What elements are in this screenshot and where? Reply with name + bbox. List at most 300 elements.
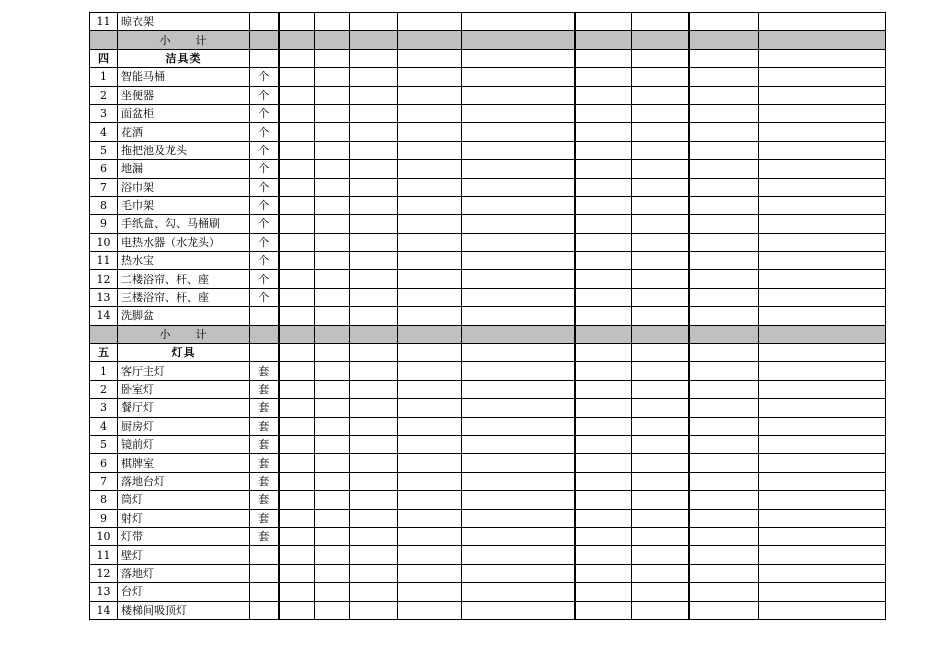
value-cell	[350, 417, 398, 435]
table-row	[90, 215, 886, 233]
value-cell	[759, 49, 886, 67]
value-cell	[398, 509, 462, 527]
value-cell	[350, 344, 398, 362]
value-cell	[575, 31, 632, 49]
value-cell	[462, 31, 575, 49]
value-cell	[398, 399, 462, 417]
value-cell	[689, 288, 759, 306]
item-number: 5	[90, 141, 118, 159]
value-cell	[575, 196, 632, 214]
table-row	[90, 178, 886, 196]
value-cell	[462, 270, 575, 288]
value-cell	[689, 233, 759, 251]
item-name: 壁灯	[118, 546, 250, 564]
item-unit: 个	[250, 252, 279, 270]
value-cell	[350, 86, 398, 104]
item-number: 13	[90, 583, 118, 601]
value-cell	[632, 123, 689, 141]
item-unit: 个	[250, 270, 279, 288]
value-cell	[315, 435, 350, 453]
value-cell	[398, 160, 462, 178]
value-cell	[398, 141, 462, 159]
table-row	[90, 288, 886, 306]
value-cell	[350, 233, 398, 251]
value-cell	[462, 564, 575, 582]
item-unit: 个	[250, 196, 279, 214]
value-cell	[350, 564, 398, 582]
value-cell	[632, 344, 689, 362]
table-row	[90, 307, 886, 325]
value-cell	[689, 583, 759, 601]
value-cell	[759, 307, 886, 325]
value-cell	[315, 270, 350, 288]
value-cell	[279, 454, 315, 472]
value-cell	[279, 49, 315, 67]
value-cell	[575, 123, 632, 141]
value-cell	[279, 178, 315, 196]
value-cell	[350, 491, 398, 509]
value-cell	[632, 399, 689, 417]
value-cell	[398, 601, 462, 619]
value-cell	[575, 362, 632, 380]
table-row	[90, 13, 886, 31]
value-cell	[462, 472, 575, 490]
value-cell	[350, 325, 398, 343]
value-cell	[632, 417, 689, 435]
value-cell	[575, 233, 632, 251]
value-cell	[575, 104, 632, 122]
value-cell	[398, 123, 462, 141]
value-cell	[632, 546, 689, 564]
value-cell	[462, 49, 575, 67]
value-cell	[350, 288, 398, 306]
value-cell	[689, 564, 759, 582]
item-number: 9	[90, 215, 118, 233]
table-row	[90, 380, 886, 398]
value-cell	[462, 583, 575, 601]
value-cell	[689, 68, 759, 86]
value-cell	[279, 196, 315, 214]
item-unit: 个	[250, 86, 279, 104]
value-cell	[759, 380, 886, 398]
value-cell	[398, 252, 462, 270]
item-number: 7	[90, 472, 118, 490]
value-cell	[632, 288, 689, 306]
value-cell	[398, 417, 462, 435]
value-cell	[759, 123, 886, 141]
value-cell	[315, 454, 350, 472]
value-cell	[315, 160, 350, 178]
value-cell	[575, 491, 632, 509]
value-cell	[279, 399, 315, 417]
item-unit: 个	[250, 104, 279, 122]
item-unit: 个	[250, 288, 279, 306]
item-name: 地漏	[118, 160, 250, 178]
value-cell	[315, 288, 350, 306]
value-cell	[689, 86, 759, 104]
value-cell	[759, 564, 886, 582]
item-unit: 套	[250, 380, 279, 398]
value-cell	[759, 215, 886, 233]
value-cell	[759, 141, 886, 159]
value-cell	[398, 49, 462, 67]
value-cell	[350, 307, 398, 325]
value-cell	[315, 196, 350, 214]
table-row	[90, 141, 886, 159]
value-cell	[462, 215, 575, 233]
value-cell	[315, 252, 350, 270]
table-row	[90, 196, 886, 214]
value-cell	[759, 472, 886, 490]
value-cell	[279, 472, 315, 490]
item-number: 14	[90, 601, 118, 619]
value-cell	[279, 583, 315, 601]
value-cell	[632, 31, 689, 49]
value-cell	[462, 362, 575, 380]
value-cell	[315, 380, 350, 398]
value-cell	[575, 564, 632, 582]
value-cell	[689, 435, 759, 453]
value-cell	[279, 362, 315, 380]
value-cell	[759, 509, 886, 527]
value-cell	[575, 49, 632, 67]
item-number: 11	[90, 13, 118, 31]
value-cell	[462, 435, 575, 453]
value-cell	[398, 288, 462, 306]
value-cell	[632, 491, 689, 509]
item-name: 楼梯间吸顶灯	[118, 601, 250, 619]
value-cell	[689, 399, 759, 417]
value-cell	[462, 325, 575, 343]
value-cell	[759, 160, 886, 178]
table-row	[90, 583, 886, 601]
value-cell	[279, 344, 315, 362]
value-cell	[462, 288, 575, 306]
value-cell	[575, 527, 632, 545]
table-row	[90, 509, 886, 527]
value-cell	[279, 307, 315, 325]
item-unit	[250, 601, 279, 619]
value-cell	[398, 215, 462, 233]
item-number: 11	[90, 252, 118, 270]
value-cell	[350, 454, 398, 472]
item-unit: 套	[250, 527, 279, 545]
value-cell	[575, 344, 632, 362]
item-unit: 个	[250, 141, 279, 159]
value-cell	[462, 13, 575, 31]
value-cell	[398, 546, 462, 564]
value-cell	[279, 288, 315, 306]
value-cell	[689, 344, 759, 362]
value-cell	[632, 307, 689, 325]
value-cell	[350, 270, 398, 288]
item-unit	[250, 13, 279, 31]
value-cell	[632, 472, 689, 490]
item-unit: 套	[250, 454, 279, 472]
value-cell	[398, 527, 462, 545]
item-unit: 个	[250, 123, 279, 141]
value-cell	[350, 68, 398, 86]
table-row	[90, 601, 886, 619]
value-cell	[575, 270, 632, 288]
value-cell	[689, 325, 759, 343]
item-number: 14	[90, 307, 118, 325]
item-number: 8	[90, 196, 118, 214]
value-cell	[350, 527, 398, 545]
value-cell	[689, 196, 759, 214]
value-cell	[575, 417, 632, 435]
value-cell	[350, 13, 398, 31]
value-cell	[689, 472, 759, 490]
value-cell	[575, 160, 632, 178]
value-cell	[350, 49, 398, 67]
item-name: 浴巾架	[118, 178, 250, 196]
value-cell	[350, 399, 398, 417]
value-cell	[462, 160, 575, 178]
value-cell	[689, 417, 759, 435]
value-cell	[575, 307, 632, 325]
value-cell	[632, 270, 689, 288]
table-row	[90, 454, 886, 472]
value-cell	[398, 307, 462, 325]
value-cell	[279, 123, 315, 141]
value-cell	[315, 344, 350, 362]
value-cell	[315, 509, 350, 527]
value-cell	[279, 13, 315, 31]
value-cell	[315, 104, 350, 122]
item-name: 晾衣架	[118, 13, 250, 31]
value-cell	[398, 325, 462, 343]
value-cell	[759, 527, 886, 545]
item-name: 镜前灯	[118, 435, 250, 453]
value-cell	[575, 546, 632, 564]
value-cell	[575, 288, 632, 306]
table-row	[90, 68, 886, 86]
item-unit: 套	[250, 435, 279, 453]
value-cell	[350, 141, 398, 159]
value-cell	[575, 454, 632, 472]
value-cell	[632, 564, 689, 582]
value-cell	[315, 178, 350, 196]
value-cell	[575, 252, 632, 270]
value-cell	[350, 123, 398, 141]
table-row	[90, 435, 886, 453]
table-row	[90, 270, 886, 288]
value-cell	[315, 362, 350, 380]
subtotal-unit-cell	[250, 325, 279, 343]
item-number: 12	[90, 270, 118, 288]
value-cell	[689, 509, 759, 527]
value-cell	[279, 601, 315, 619]
value-cell	[462, 527, 575, 545]
value-cell	[350, 509, 398, 527]
value-cell	[575, 472, 632, 490]
value-cell	[632, 252, 689, 270]
value-cell	[315, 583, 350, 601]
value-cell	[315, 601, 350, 619]
category-number: 五	[90, 344, 118, 362]
value-cell	[632, 527, 689, 545]
table-row	[90, 399, 886, 417]
value-cell	[689, 49, 759, 67]
value-cell	[632, 196, 689, 214]
value-cell	[398, 233, 462, 251]
value-cell	[279, 68, 315, 86]
subtotal-label: 小 计	[118, 325, 250, 343]
item-unit: 套	[250, 417, 279, 435]
value-cell	[759, 288, 886, 306]
item-name: 棋牌室	[118, 454, 250, 472]
value-cell	[350, 601, 398, 619]
value-cell	[315, 68, 350, 86]
item-number: 7	[90, 178, 118, 196]
value-cell	[350, 546, 398, 564]
item-number: 6	[90, 454, 118, 472]
value-cell	[398, 472, 462, 490]
value-cell	[398, 104, 462, 122]
item-name: 厨房灯	[118, 417, 250, 435]
value-cell	[689, 178, 759, 196]
item-name: 射灯	[118, 509, 250, 527]
value-cell	[689, 601, 759, 619]
value-cell	[350, 252, 398, 270]
value-cell	[689, 160, 759, 178]
value-cell	[462, 123, 575, 141]
item-name: 智能马桶	[118, 68, 250, 86]
item-number: 3	[90, 104, 118, 122]
value-cell	[279, 325, 315, 343]
value-cell	[462, 344, 575, 362]
value-cell	[575, 178, 632, 196]
value-cell	[759, 362, 886, 380]
item-number: 10	[90, 233, 118, 251]
item-number: 2	[90, 86, 118, 104]
item-number: 11	[90, 546, 118, 564]
value-cell	[575, 68, 632, 86]
value-cell	[315, 472, 350, 490]
value-cell	[759, 417, 886, 435]
value-cell	[398, 362, 462, 380]
value-cell	[689, 270, 759, 288]
value-cell	[279, 31, 315, 49]
value-cell	[632, 362, 689, 380]
value-cell	[462, 601, 575, 619]
table-row	[90, 546, 886, 564]
item-name: 二楼浴帘、杆、座	[118, 270, 250, 288]
item-unit	[250, 546, 279, 564]
value-cell	[462, 491, 575, 509]
value-cell	[315, 491, 350, 509]
value-cell	[350, 380, 398, 398]
value-cell	[350, 472, 398, 490]
item-unit: 个	[250, 178, 279, 196]
value-cell	[632, 68, 689, 86]
value-cell	[315, 31, 350, 49]
item-number: 4	[90, 123, 118, 141]
value-cell	[632, 178, 689, 196]
value-cell	[279, 233, 315, 251]
value-cell	[398, 13, 462, 31]
value-cell	[350, 362, 398, 380]
subtotal-number-cell	[90, 325, 118, 343]
category-label: 灯具	[118, 344, 250, 362]
item-number: 10	[90, 527, 118, 545]
item-number: 13	[90, 288, 118, 306]
item-number: 12	[90, 564, 118, 582]
category-unit-cell	[250, 49, 279, 67]
value-cell	[575, 325, 632, 343]
value-cell	[632, 215, 689, 233]
item-name: 面盆柜	[118, 104, 250, 122]
item-name: 餐厅灯	[118, 399, 250, 417]
value-cell	[462, 509, 575, 527]
value-cell	[759, 435, 886, 453]
value-cell	[398, 68, 462, 86]
category-number: 四	[90, 49, 118, 67]
item-unit: 套	[250, 399, 279, 417]
item-unit: 套	[250, 472, 279, 490]
value-cell	[632, 325, 689, 343]
value-cell	[759, 399, 886, 417]
item-number: 9	[90, 509, 118, 527]
value-cell	[689, 13, 759, 31]
value-cell	[315, 13, 350, 31]
item-unit: 套	[250, 491, 279, 509]
subtotal-row	[90, 31, 886, 49]
value-cell	[632, 86, 689, 104]
item-name: 毛巾架	[118, 196, 250, 214]
item-name: 落地灯	[118, 564, 250, 582]
value-cell	[632, 160, 689, 178]
value-cell	[315, 399, 350, 417]
value-cell	[350, 104, 398, 122]
value-cell	[398, 454, 462, 472]
value-cell	[759, 546, 886, 564]
value-cell	[689, 31, 759, 49]
value-cell	[759, 344, 886, 362]
item-number: 4	[90, 417, 118, 435]
value-cell	[398, 344, 462, 362]
item-unit: 个	[250, 233, 279, 251]
value-cell	[632, 601, 689, 619]
value-cell	[462, 380, 575, 398]
value-cell	[759, 68, 886, 86]
value-cell	[759, 31, 886, 49]
item-name: 三楼浴帘、杆、座	[118, 288, 250, 306]
value-cell	[315, 527, 350, 545]
value-cell	[279, 435, 315, 453]
value-cell	[462, 399, 575, 417]
item-number: 2	[90, 380, 118, 398]
value-cell	[279, 546, 315, 564]
subtotal-number-cell	[90, 31, 118, 49]
value-cell	[398, 270, 462, 288]
value-cell	[689, 527, 759, 545]
table-row	[90, 417, 886, 435]
value-cell	[759, 270, 886, 288]
value-cell	[759, 491, 886, 509]
value-cell	[689, 307, 759, 325]
value-cell	[689, 252, 759, 270]
value-cell	[398, 196, 462, 214]
value-cell	[462, 454, 575, 472]
value-cell	[462, 196, 575, 214]
value-cell	[575, 13, 632, 31]
value-cell	[279, 270, 315, 288]
item-unit: 套	[250, 362, 279, 380]
item-unit: 个	[250, 160, 279, 178]
value-cell	[462, 178, 575, 196]
